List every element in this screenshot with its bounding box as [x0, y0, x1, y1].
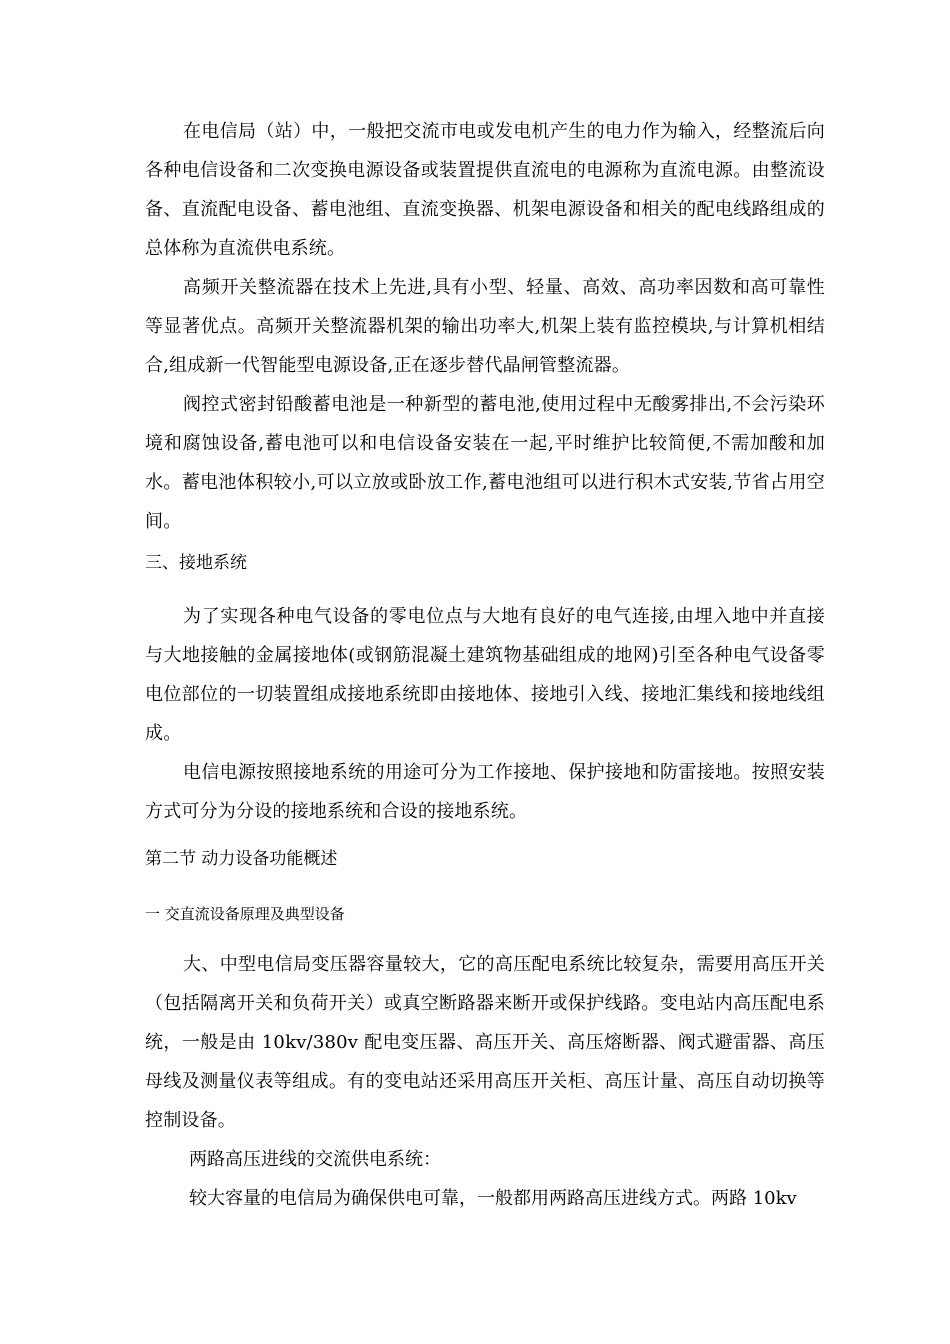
paragraph-grounding-definition: 为了实现各种电气设备的零电位点与大地有良好的电气连接,由埋入地中并直接与大地接触的金属接地体(或钢筋混凝土建筑物基础组成的地网)引至各种电气设备零电位部位的一切装置组成接地系统即由接地体、接地引入线、接地汇集线和接地线组成。 [145, 606, 825, 744]
paragraph-dc-power: 在电信局（站）中，一般把交流市电或发电机产生的电力作为输入，经整流后向各种电信设备和二次变换电源设备或装置提供直流电的电源称为直流电源。由整流设备、直流配电设备、蓄电池组、直流变换器、机架电源设备和相关的配电线路组成的总体称为直流供电系统。 [145, 121, 825, 259]
line-two-feeds-title: 两路高压进线的交流供电系统： [189, 1149, 441, 1170]
section-title: 第二节 动力设备功能概述 [145, 849, 338, 869]
heading-grounding-system: 三、接地系统 [145, 553, 247, 573]
subsection-title: 一 交直流设备原理及典型设备 [145, 905, 345, 923]
line-two-feeds-body: 较大容量的电信局为确保供电可靠，一般都用两路高压进线方式。两路 10kv [189, 1188, 797, 1209]
paragraph-hf-rectifier: 高频开关整流器在技术上先进,具有小型、轻量、高效、高功率因数和高可靠性等显著优点。高频开关整流器机架的输出功率大,机架上装有监控模块,与计算机相结合,组成新一代智能型电源设备,正在逐步替代晶闸管整流器。 [145, 277, 825, 376]
paragraph-hv-distribution: 大、中型电信局变压器容量较大，它的高压配电系统比较复杂，需要用高压开关（包括隔离开关和负荷开关）或真空断路器来断开或保护线路。变电站内高压配电系统，一般是由 10kv/380v 配电变压器、高压开关、高压熔断器、阀式避雷器、高压母线及测量仪表等组成。有的变电站还采用高压开关柜、高压计量、高压自动切换等控制设备。 [145, 954, 825, 1131]
paragraph-vrla-battery: 阀控式密封铅酸蓄电池是一种新型的蓄电池,使用过程中无酸雾排出,不会污染环境和腐蚀设备,蓄电池可以和电信设备安装在一起,平时维护比较简便,不需加酸和加水。蓄电池体积较小,可以立放或卧放工作,蓄电池组可以进行积木式安装,节省占用空间。 [145, 394, 825, 532]
document-page [145, 112, 825, 1218]
paragraph-grounding-types: 电信电源按照接地系统的用途可分为工作接地、保护接地和防雷接地。按照安装方式可分为分设的接地系统和合设的接地系统。 [145, 762, 825, 822]
